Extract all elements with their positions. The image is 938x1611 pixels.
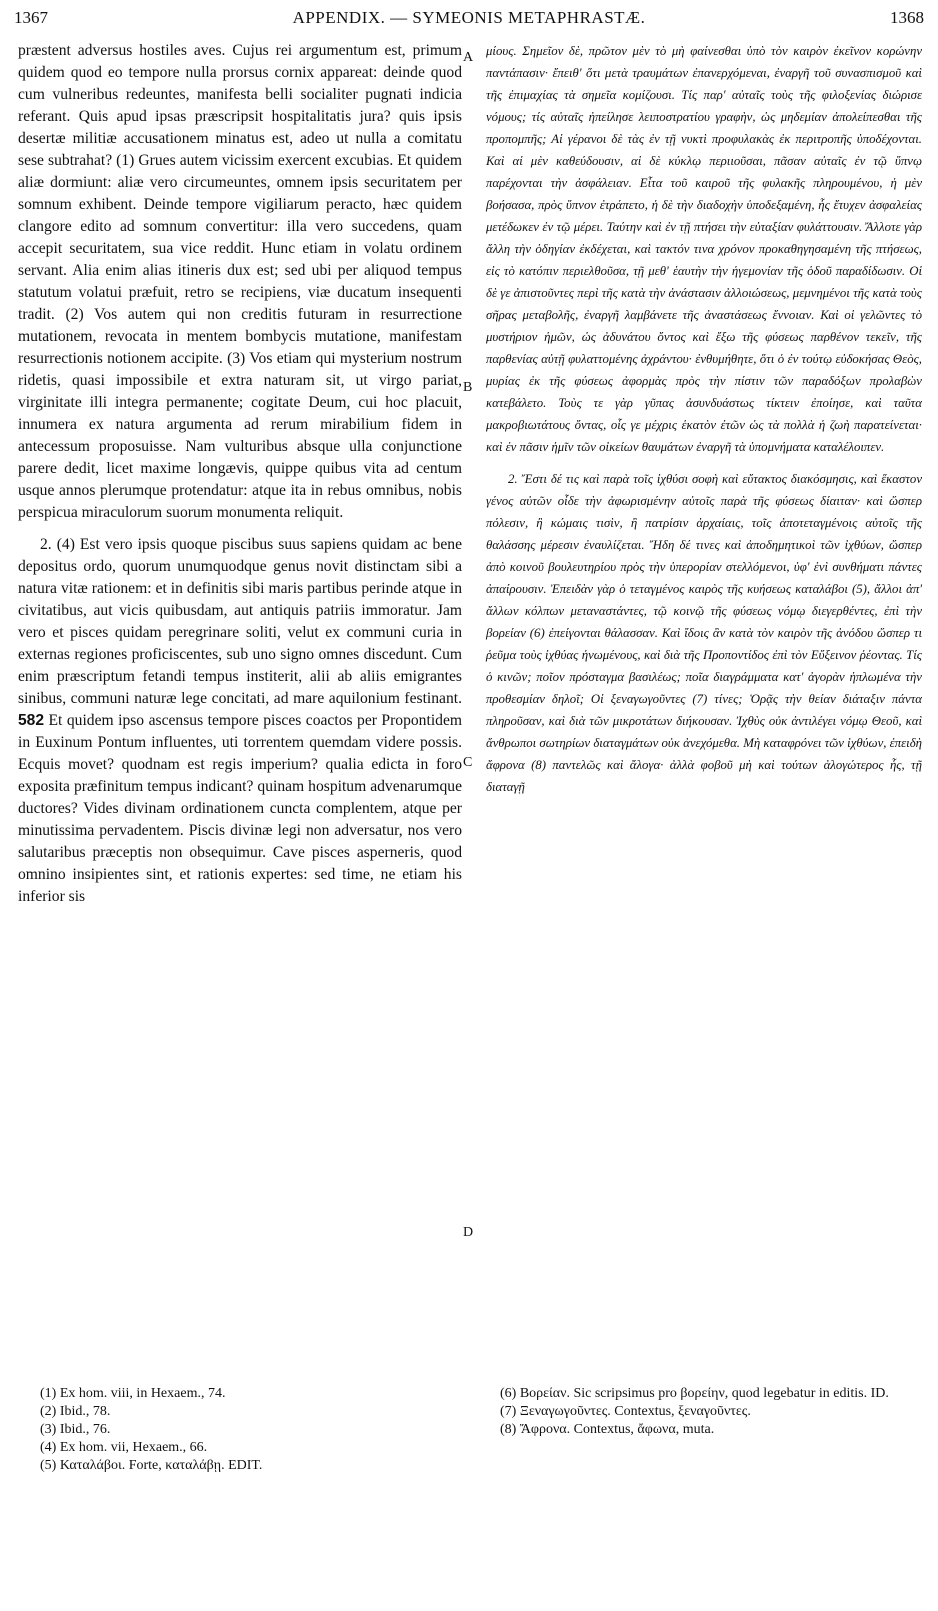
footnote-7: (7) Ξεναγωγοῦντες. Contextus, ξεναγοῦντες.: [500, 1404, 751, 1419]
footnotes-right: [500, 1385, 920, 1439]
footnote-3: (3) Ibid., 76.: [40, 1422, 111, 1437]
footnote-1: (1) Ex hom. viii, in Hexaem., 74.: [40, 1386, 226, 1401]
right-column-number: 1368: [890, 8, 924, 27]
section-marker-c: C: [463, 755, 473, 770]
latin-column: [18, 40, 462, 908]
running-title: APPENDIX. — SYMEONIS METAPHRASTÆ.: [292, 8, 646, 27]
latin-paragraph-2: [18, 534, 462, 908]
footnote-6: (6) Βορείαν. Sic scripsimus pro βορείην, quod legebatur in editis. ID.: [500, 1386, 889, 1401]
footnote-5: (5) Καταλάβοι. Forte, καταλάβῃ. EDIT.: [40, 1458, 263, 1473]
greek-paragraph-2: 2. Ἔστι δέ τις καὶ παρὰ τοῖς ἰχθύσι σοφὴ καὶ εὔτακτος διακόσμησις, καὶ ἕκαστον γένος αὐτῶν οἶδε τὴν ἀφωρισμένην αὐτοῖς παρὰ τῆς φύσεως δίαιταν· καὶ ὥσπερ πόλεσιν, ἢ κώμαις τισὶν, ἢ πατρίσιν ἀρχαίαις, τοῖς ἀποτεταγμένοις αὐτοῖς τῆς θαλάσσης μέρεσιν ἐναυλίζεται. Ἤδη δέ τινες καὶ ἀποδημητικοὶ τῶν ἰχθύων, ὥσπερ ἀπὸ κοινοῦ βουλευτηρίου πρὸς τὴν ὑπερορίαν στελλόμενοι, ὑφ' ἑνὶ συνθήματι πάντες ἀπαίρουσιν. Ἐπειδὰν γὰρ ὁ τεταγμένος καιρὸς τῆς κυήσεως καταλάβοι (5), ἄλλοι ἀπ' ἄλλων κόλπων μεταναστάντες, τῷ κοινῷ τῆς φύσεως νόμῳ διεγερθέντες, ἐπὶ τὴν βορείαν (6) ἐπείγονται θάλασσαν. Καὶ ἴδοις ἂν κατὰ τὸν καιρὸν τῆς ἀνόδου ὥσπερ τι ῥεῦμα τοὺς ἰχθύας ἡνωμένους, καὶ διὰ τῆς Προποντίδος ἐπὶ τὸν Εὔξεινον ῥέοντας. Τίς ὁ κινῶν; ποῖον πρόσταγμα βασιλέως; ποῖα διαγράμματα κατ' ἀγορὰν ἡπλωμένα τὴν προθεσμίαν δηλοῖ; Οἱ ξεναγωγοῦντες (7) τίνες; Ὁρᾷς τὴν θείαν διάταξιν πάντα πληροῦσαν, καὶ διὰ τῶν μικροτάτων διήκουσαν. Ἰχθὺς οὐκ ἀντιλέγει νόμῳ Θεοῦ, καὶ ἄνθρωποι σωτηρίων διαταγμάτων οὐκ ἀνεχόμεθα. Μὴ καταφρόνει τῶν ἰχθύων, ἐπειδὴ ἄφρονα (8) παντελῶς καὶ ἄλογα· ἀλλὰ φοβοῦ μὴ καὶ τούτων ἀλογώτερος ἧς, τῇ διαταγῇ: [486, 472, 922, 794]
footnotes-left: [40, 1385, 440, 1475]
greek-paragraph-1: μίους. Σημεῖον δὲ, πρῶτον μὲν τὸ μὴ φαίνεσθαι ὑπὸ τὸν καιρὸν ἐκεῖνον κορώνην παντάπασιν· ἔπειθ' ὅτι μετὰ τραυμάτων ἐπανερχόμεναι, ἐναργῆ τοῦ συνασπισμοῦ καὶ τῆς ἐπιμαχίας τὰ σημεῖα κομίζουσι. Τίς παρ' αὐταῖς τοὺς τῆς φιλοξενίας διώρισε νόμους; τίς αὐταῖς ἠπείλησε λειποστρατίου γραφὴν, ὡς μηδεμίαν ἀπολείπεσθαι τῆς προπομπῆς; Αἱ γέρανοι δὲ τὰς ἐν τῇ νυκτὶ προφυλακὰς ἐκ περιτροπῆς ὑποδέχονται. Καὶ αἱ μὲν καθεύδουσιν, αἱ δὲ κύκλῳ περιιοῦσαι, πᾶσαν αὐταῖς ἐν τῷ ὕπνῳ παρέχονται τὴν ἀσφάλειαν. Εἶτα τοῦ καιροῦ τῆς φυλακῆς πληρουμένου, ἡ μὲν βοήσασα, πρὸς ὕπνον ἐτράπετο, ἡ δὲ τὴν διαδοχὴν ὑποδεξαμένη, ἧς ἔτυχεν ἀσφαλείας μετέδωκεν ἐν τῷ μέρει. Ταύτην καὶ ἐν τῇ πτήσει τὴν εὐταξίαν φυλάττουσιν. Ἄλλοτε γὰρ ἄλλη τὴν ὁδηγίαν ἐκδέχεται, καὶ τακτόν τινα χρόνον προκαθηγησαμένη τῆς πτήσεως, εἰς τὸ κατόπιν περιελθοῦσα, τῇ μεθ' ἑαυτὴν τὴν ἡγεμονίαν τῆς ὁδοῦ παραδίδωσιν. Οἱ δὲ γε ἀπιστοῦντες περὶ τῆς κατὰ τὴν ἀνάστασιν ἀλλοιώσεως, μεμνημένοι τῆς κατὰ τοὺς σῆρας μεταβολῆς, ἐναργῆ λαμβάνετε τῆς ἀναστάσεως ἔννοιαν. Καὶ οἱ γελῶντες τὸ μυστήριον ἡμῶν, ὡς ἀδυνάτου ὄντος καὶ ἔξω τῆς φύσεως παρθένον τεκεῖν, τῆς παρθενίας αὐτῇ φυλαττομένης ἀχράντου· ἐνθυμήθητε, ὅτι ὁ ἐν τούτῳ εὐδοκήσας Θεὸς, μυρίας ἐκ τῆς φύσεως ἀφορμὰς πρὸς τὴν πίστιν τῶν παραδόξων προλαβὼν κατεβάλετο. Τοὺς τε γὰρ γῦπας ἀσυνδυάστως τίκτειν ἐποίησε, καὶ ταῦτα μακροβιωτάτους ὄντας, οἷς γε μέχρις ἑκατὸν ἐτῶν ὡς τὰ πολλὰ ἡ ζωὴ παρατείνεται· καὶ ἐν πᾶσιν ἡμῖν τῶν οἰκείων θαυμάτων ἐναργῆ τὰ ὑπομνήματα καταλέλοιπεν.: [486, 44, 922, 454]
section-marker-a: A: [463, 50, 474, 65]
footnote-8: (8) Ἄφρονα. Contextus, ἄφωνα, muta.: [500, 1422, 715, 1437]
latin-paragraph-1: præstent adversus hostiles aves. Cujus rei argumentum est, primum quidem quod eo tempore nulla prorsus cornix appareat: deinde quod cum vulneribus redeuntes, manifesta belli socialiter pugnati indicia referant. Quis apud ipsas præscripsit hospitalitatis jura? quis ipsis desertæ militiæ accusationem minatus est, adeo ut nulla a comitatu sese subtrahat? (1) Grues autem vicissim exercent excubias. Et quidem aliæ dormiunt: aliæ vero circumeuntes, omnem ipsis securitatem per somnum exhibent. Deinde tempore vigiliarum peracto, hæc quidem clangore edito ad somnum convertitur: illa vero succedens, quam accepit securitatem, sua vice reddit. Hunc etiam in volatu ordinem servant. Alia enim alias itineris dux est; sed ubi per aliquod tempus statutum volatui præfuit, retro se recipiens, viæ ducatum insequenti tradit. (2) Vos autem qui non creditis futuram in resurrectione mutationem, revocata in mentem bombycis mutatione, manifestam resurrectionis notionem accipite. (3) Vos etiam qui mysterium nostrum ridetis, quasi impossibile et extra naturam sit, ut virgo pariat, virginitate illi integra permanente; cogitate Deum, cui hoc placuit, innumera ex natura argumenta ad rerum mirabilium fidem in antecessum proposuisse. Nam vulturibus absque ulla conjunctione parere dedit, licet maxime longævis, quippe quibus vita ad centum usque annos plerumque protendatur: atque ita in rebus omnibus, nobis perspicua miraculorum suorum monumenta reliquit.: [18, 42, 462, 521]
page-reference-number: 582: [18, 712, 45, 729]
section-marker-d: D: [463, 1225, 474, 1240]
section-marker-b: B: [463, 380, 473, 395]
greek-column: [486, 40, 922, 798]
running-header: [14, 8, 924, 38]
latin-paragraph-2-text-a: 2. (4) Est vero ipsis quoque piscibus suus sapiens quidam ac bene depositus ordo, quorum unumquodque genus novit distinctam sibi a natura vitæ rationem: et in definitis sibi maris partibus perinde atque in civitatibus, aut vicis quibusdam, aut antiquis patriis immoratur. Jam vero et pisces quidam peregrinare soliti, velut ex communi curia in externas regiones proficiscentes, sub uno signo omnes discedunt. Cum enim præscriptum fetandi tempus institerit, alii ab aliis emigrantes sinibus, communi naturæ lege concitati, ad mare aquilonium festinant.: [18, 536, 462, 707]
latin-paragraph-2-text-b: Et quidem ipso ascensus tempore pisces coactos per Propontidem in Euxinum Pontum influentes, uti torrentem quemdam videre possis. Ecquis movet? quodnam est regis imperium? qualia edicta in foro exposita præfinitum tempus indicant? quinam hospitum advenarumque ductores? Vides divinam ordinationem cuncta complentem, atque per minutissima pervadentem. Piscis divinæ legi non adversatur, nos vero salutaribus præceptis non obsequimur. Cave pisces asperneris, quod omnino insipientes sint, et rationis expertes: sed time, ne etiam his inferior sis: [18, 712, 462, 905]
footnote-2: (2) Ibid., 78.: [40, 1404, 111, 1419]
footnote-4: (4) Ex hom. vii, Hexaem., 66.: [40, 1440, 208, 1455]
left-column-number: 1367: [14, 8, 48, 27]
